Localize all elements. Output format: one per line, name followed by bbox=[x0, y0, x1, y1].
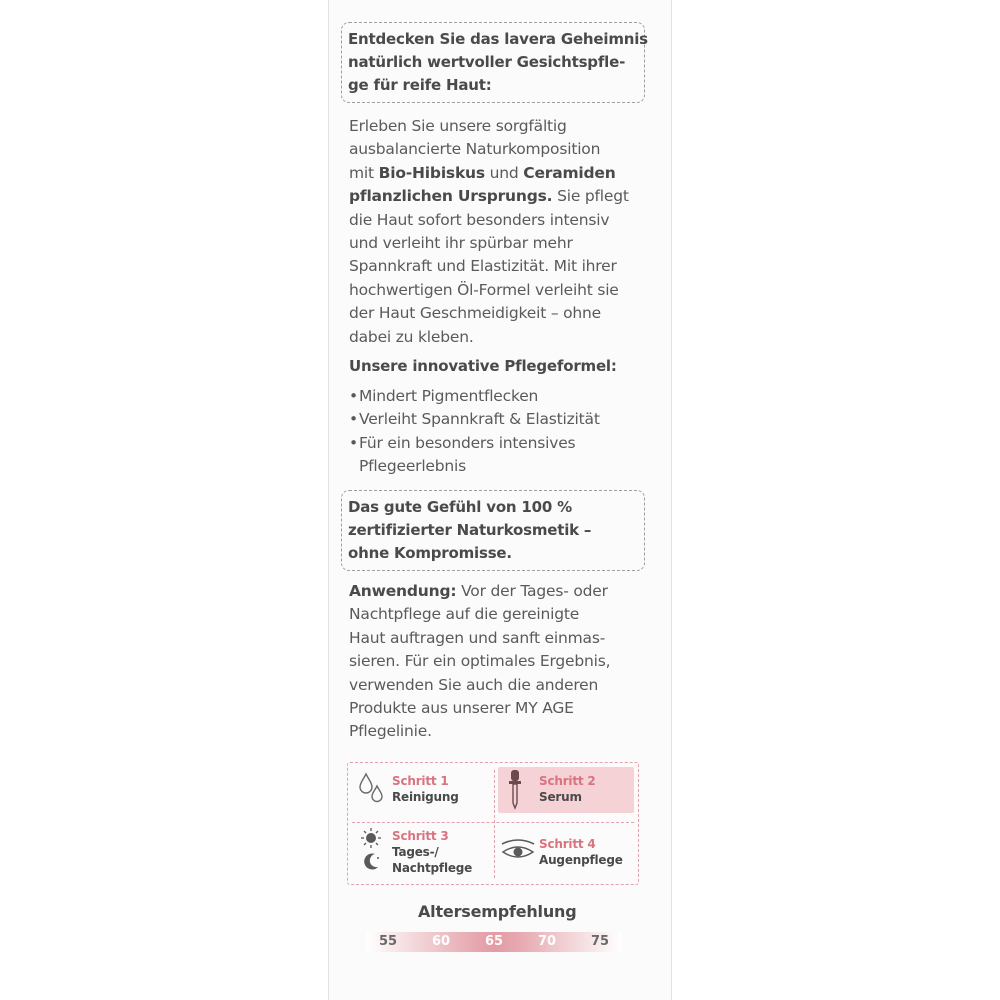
list-item bbox=[349, 385, 649, 408]
list-item-text: Mindert Pigmentflecken bbox=[359, 387, 539, 405]
usage-line: sieren. Für ein optimales Ergebnis, bbox=[349, 652, 611, 671]
claim-line-1: Das gute Gefühl von 100 % bbox=[348, 498, 572, 516]
step-1 bbox=[392, 773, 459, 805]
description-line: Erleben Sie unsere sorgfältig bbox=[349, 117, 567, 135]
description-fragment: Sie pflegt bbox=[552, 187, 629, 206]
description-line bbox=[349, 185, 649, 208]
usage-line: Pflegelinie. bbox=[349, 722, 432, 741]
steps-divider-horizontal bbox=[352, 822, 634, 823]
steps-divider-vertical bbox=[494, 770, 495, 878]
step-2 bbox=[539, 773, 596, 805]
list-item-text: Pflegeerlebnis bbox=[359, 457, 467, 476]
bullet-icon: • bbox=[349, 387, 358, 405]
usage-label: Anwendung: bbox=[349, 582, 457, 600]
usage-line: verwenden Sie auch die anderen bbox=[349, 675, 599, 694]
step-3-name-2: Nachtpflege bbox=[392, 861, 473, 875]
usage-fragment: Vor der Tages- oder bbox=[456, 582, 608, 600]
dropper-icon bbox=[504, 769, 526, 811]
sun-moon-icon bbox=[356, 828, 386, 872]
list-item-text: Für ein besonders intensives bbox=[359, 433, 576, 452]
eye-icon bbox=[500, 838, 536, 862]
intro-line-3: ge für reife Haut: bbox=[348, 76, 492, 94]
step-3 bbox=[392, 828, 472, 876]
bullet-icon: • bbox=[349, 410, 358, 429]
bullet-icon: • bbox=[349, 433, 358, 452]
usage-line bbox=[349, 580, 649, 603]
list-item bbox=[349, 408, 649, 431]
age-70: 70 bbox=[537, 934, 557, 949]
usage-line: Produkte aus unserer MY AGE bbox=[349, 699, 574, 718]
description-line: Spannkraft und Elastizität. Mit ihrer bbox=[349, 257, 617, 276]
step-1-name: Reinigung bbox=[392, 790, 459, 804]
age-65: 65 bbox=[484, 934, 504, 949]
step-4-name: Augenpflege bbox=[539, 853, 623, 867]
description-line: und verleiht ihr spürbar mehr bbox=[349, 234, 573, 253]
description-line bbox=[349, 162, 649, 185]
ingredient-origin: pflanzlichen Ursprungs. bbox=[349, 187, 553, 206]
step-1-label: Schritt 1 bbox=[392, 774, 449, 788]
intro-line-1: Entdecken Sie das lavera Geheimnis bbox=[348, 30, 648, 48]
usage-text bbox=[349, 580, 649, 744]
description-line: hochwertigen Öl-Formel verleiht sie bbox=[349, 280, 619, 299]
ingredient-ceramides: Ceramiden bbox=[523, 163, 616, 182]
claim-line-2: zertifizierter Naturkosmetik – bbox=[348, 521, 592, 539]
claim-line-3: ohne Kompromisse. bbox=[348, 544, 512, 562]
description-fragment: mit bbox=[349, 163, 379, 182]
step-3-name: Tages-/ bbox=[392, 845, 439, 859]
usage-line: Haut auftragen und sanft einmas- bbox=[349, 628, 606, 647]
water-drops-icon bbox=[356, 772, 386, 806]
list-item bbox=[349, 432, 649, 479]
formula-list bbox=[349, 385, 649, 479]
step-2-label: Schritt 2 bbox=[539, 774, 596, 788]
step-4-label: Schritt 4 bbox=[539, 837, 596, 851]
step-2-name: Serum bbox=[539, 790, 582, 804]
claim-box bbox=[341, 490, 645, 571]
age-recommendation-title: Altersempfehlung bbox=[418, 902, 577, 921]
usage-line: Nachtpflege auf die gereinigte bbox=[349, 605, 580, 624]
description-line: ausbalancierte Naturkomposition bbox=[349, 140, 601, 159]
intro-line-2: natürlich wertvoller Gesichtspfle- bbox=[348, 53, 626, 71]
age-75: 75 bbox=[590, 934, 610, 949]
age-55: 55 bbox=[378, 934, 398, 949]
step-4 bbox=[539, 836, 623, 868]
list-item-text: Verleiht Spannkraft & Elastizität bbox=[359, 410, 600, 429]
description-fragment: und bbox=[484, 163, 524, 182]
step-3-label: Schritt 3 bbox=[392, 829, 449, 843]
intro-box bbox=[341, 22, 648, 103]
description-line: dabei zu kleben. bbox=[349, 327, 474, 346]
description-text bbox=[349, 115, 649, 349]
description-line: die Haut sofort besonders intensiv bbox=[349, 210, 610, 229]
age-60: 60 bbox=[431, 934, 451, 949]
ingredient-hibiscus: Bio-Hibiskus bbox=[378, 163, 485, 182]
description-line: der Haut Geschmeidigkeit – ohne bbox=[349, 304, 601, 323]
formula-heading: Unsere innovative Pflegeformel: bbox=[349, 357, 617, 375]
